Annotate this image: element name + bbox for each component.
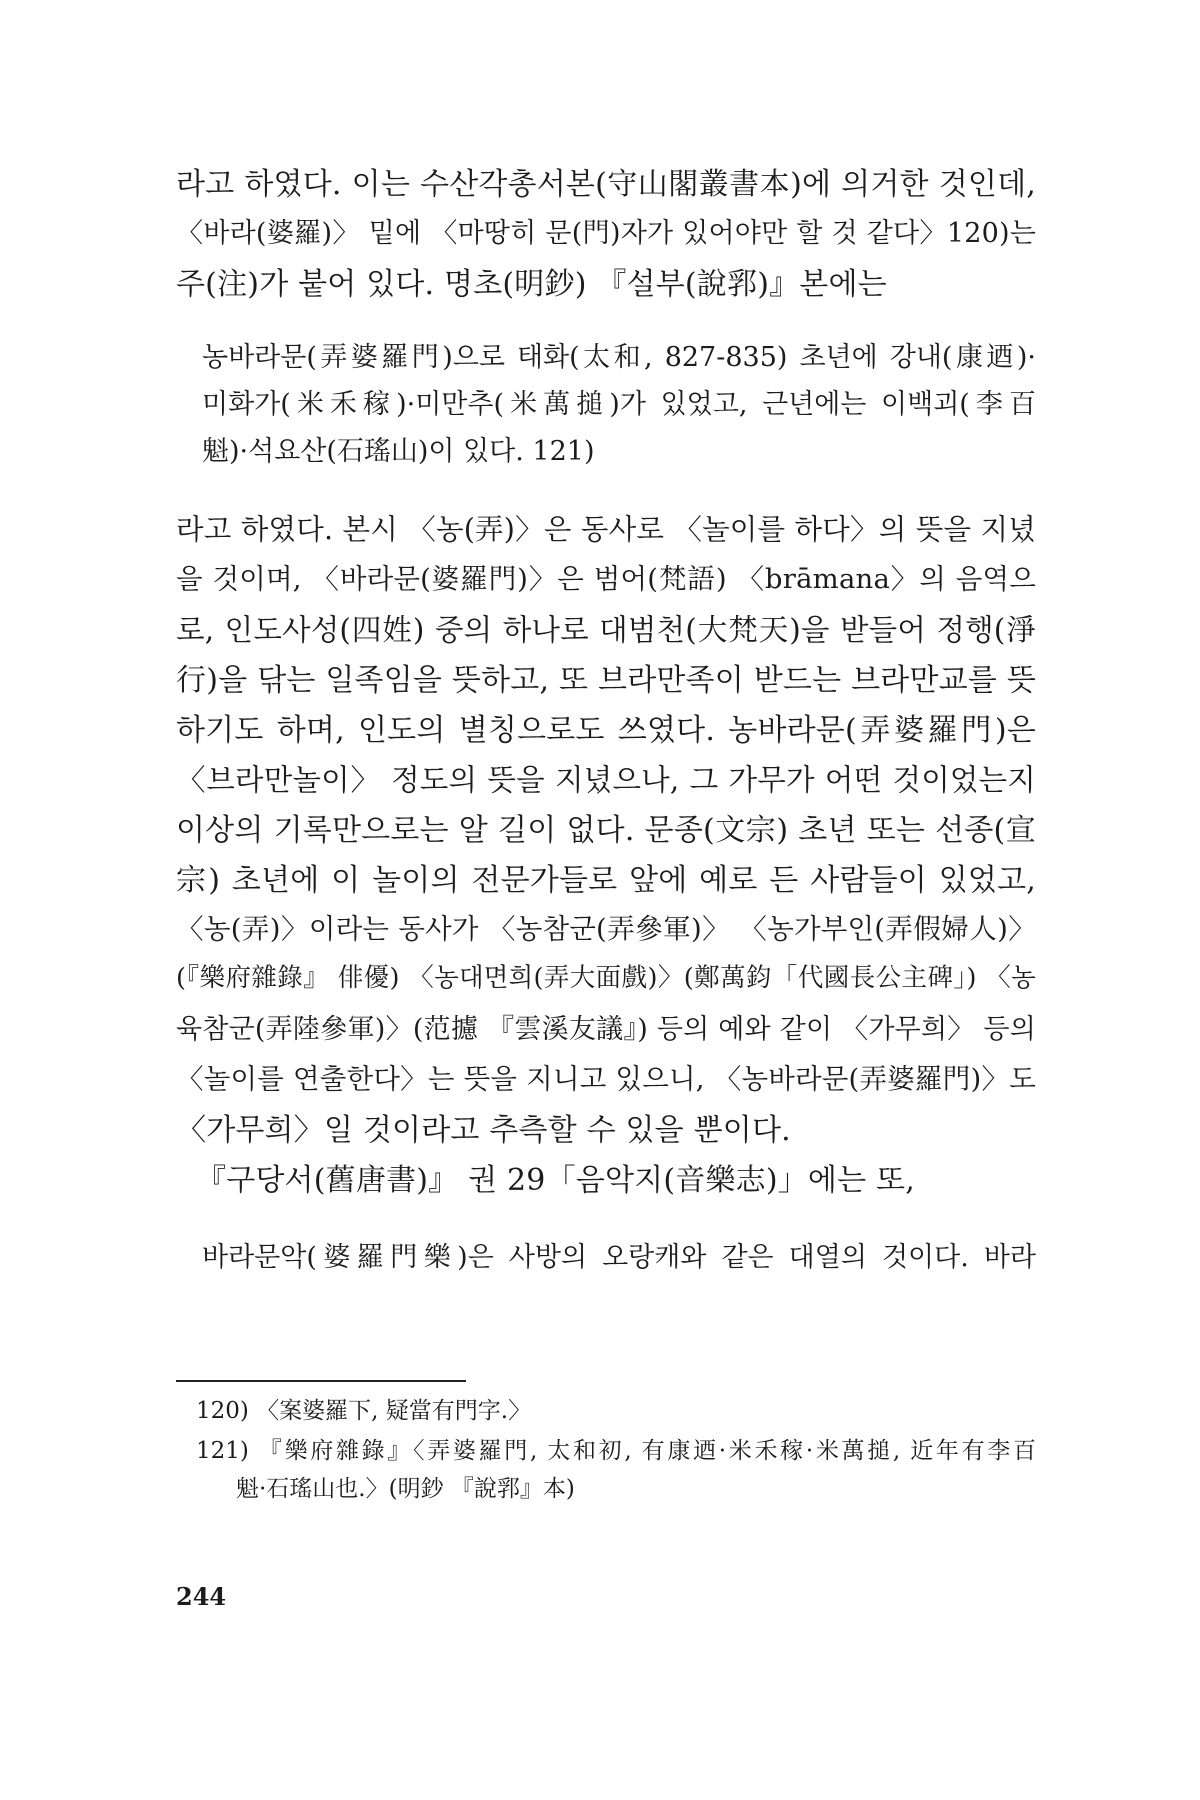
footnote-121-continued: 魁·石瑤山也.〉(明鈔 『說郛』本): [236, 1476, 575, 1502]
body-line: 로, 인도사성(四姓) 중의 하나로 대범천(大梵天)을 받들어 정행(淨: [176, 613, 1036, 647]
body-line: 行)을 닦는 일족임을 뜻하고, 또 브라만족이 받드는 브라만교를 뜻: [176, 663, 1036, 698]
quote-line: 미화가(米禾稼)·미만추(米萬搥)가 있었고, 근년에는 이백괴(李百: [202, 389, 1036, 420]
quote-line: 농바라문(弄婆羅門)으로 태화(太和, 827-835) 초년에 강내(康迺)·: [202, 342, 1036, 373]
quote-line: 魁)·석요산(石瑤山)이 있다. 121): [202, 436, 595, 467]
body-line: (『樂府雜錄』 俳優) 〈농대면희(弄大面戲)〉(鄭萬鈞「代國長公主碑」) 〈농: [176, 963, 1036, 993]
body-line: 육참군(弄陸參軍)〉(范攄 『雲溪友議』) 등의 예와 같이 〈가무희〉 등의: [176, 1014, 1036, 1045]
body-line: 〈농(弄)〉이라는 동사가 〈농참군(弄參軍)〉 〈농가부인(弄假婦人)〉: [176, 913, 1036, 945]
footnote-120: 120) 〈案婆羅下, 疑當有門字.〉: [196, 1398, 532, 1424]
footnote-121: 121) 『樂府雜錄』〈弄婆羅門, 太和初, 有康迺·米禾稼·米萬搥, 近年有李百: [196, 1438, 1036, 1464]
body-line: 라고 하였다. 이는 수산각총서본(守山閣叢書本)에 의거한 것인데,: [176, 167, 1036, 202]
footnote-rule: [176, 1380, 466, 1382]
page-number: 244: [176, 1582, 227, 1611]
body-line: 〈바라(婆羅)〉 밑에 〈마땅히 문(門)자가 있어야만 할 것 같다〉120)는: [176, 218, 1036, 249]
body-line: 宗) 초년에 이 놀이의 전문가들로 앞에 예로 든 사람들이 있었고,: [176, 863, 1036, 898]
body-line: 하기도 하며, 인도의 별칭으로도 쓰였다. 농바라문(弄婆羅門)은: [176, 713, 1036, 748]
body-line: 『구당서(舊唐書)』 권 29「음악지(音樂志)」에는 또,: [196, 1163, 915, 1198]
body-line: 〈가무희〉일 것이라고 추측할 수 있을 뿐이다.: [176, 1113, 791, 1148]
quote-line: 바라문악(婆羅門樂)은 사방의 오랑캐와 같은 대열의 것이다. 바라: [202, 1242, 1036, 1273]
body-line: 을 것이며, 〈바라문(婆羅門)〉은 범어(梵語) 〈brāmana〉의 음역으: [176, 563, 1036, 595]
body-line: 이상의 기록만으로는 알 길이 없다. 문종(文宗) 초년 또는 선종(宣: [176, 813, 1036, 848]
body-line: 라고 하였다. 본시 〈농(弄)〉은 동사로 〈놀이를 하다〉의 뜻을 지녔: [176, 513, 1036, 546]
body-line: 〈놀이를 연출한다〉는 뜻을 지니고 있으니, 〈농바라문(弄婆羅門)〉도: [176, 1063, 1036, 1095]
body-line: 주(注)가 붙어 있다. 명초(明鈔) 『설부(說郛)』본에는: [176, 267, 887, 302]
body-line: 〈브라만놀이〉 정도의 뜻을 지녔으나, 그 가무가 어떤 것이었는지: [176, 763, 1036, 797]
